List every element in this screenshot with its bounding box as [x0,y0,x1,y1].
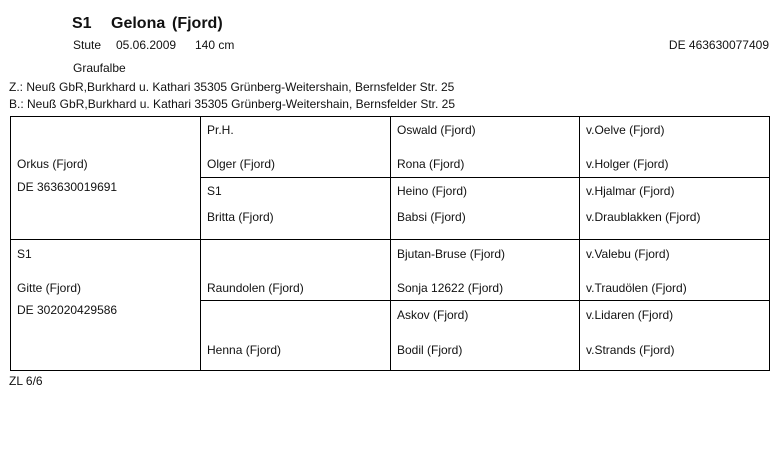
horse-prefix: S1 [72,15,92,32]
ds-name: Raundolen (Fjord) [207,281,304,295]
sss-name: Oswald (Fjord) [397,123,476,137]
dam-name: Gitte (Fjord) [17,281,82,295]
dsd-name: Sonja 12622 (Fjord) [397,281,504,295]
sdds-name: v.Draublakken (Fjord) [586,210,701,224]
horse-color: Graufalbe [73,61,126,75]
pedigree-gen4-cell [580,117,770,178]
ddss-name: v.Lidaren (Fjord) [586,308,674,322]
footer-note: ZL 6/6 [9,374,43,388]
sire-name: Orkus (Fjord) [17,157,88,171]
pedigree-gen3-cell [391,117,580,178]
sire-id: DE 363630019691 [17,180,118,194]
pedigree-sire-cell [11,117,201,240]
ssss-name: v.Oelve (Fjord) [586,123,665,137]
dsds-name: v.Traudölen (Fjord) [586,281,687,295]
sdss-name: v.Hjalmar (Fjord) [586,184,675,198]
ssds-name: v.Holger (Fjord) [586,157,669,171]
horse-sex: Stute [73,38,102,52]
ss-name: Olger (Fjord) [207,157,276,171]
pedigree-gen3-cell [391,301,580,371]
ddds-name: v.Strands (Fjord) [586,343,675,357]
dam-prefix: S1 [17,247,32,261]
sd-name: Britta (Fjord) [207,210,274,224]
dd-name: Henna (Fjord) [207,343,282,357]
dss-name: Bjutan-Bruse (Fjord) [397,247,506,261]
dds-name: Askov (Fjord) [397,308,469,322]
horse-name: Gelona [111,15,166,32]
dsss-name: v.Valebu (Fjord) [586,247,670,261]
pedigree-gen4-cell [580,240,770,301]
sds-name: Heino (Fjord) [397,184,468,198]
sd-prefix: S1 [207,184,222,198]
pedigree-table [10,116,770,371]
pedigree-dd-cell [201,301,391,371]
owner-line: B.: Neuß GbR,Burkhard u. Kathari 35305 Grünberg-Weitershain, Bernsfelder Str. 25 [9,97,456,111]
pedigree-ss-cell [201,117,391,178]
pedigree-ds-cell [201,240,391,301]
ddd-name: Bodil (Fjord) [397,343,463,357]
ss-prefix: Pr.H. [207,123,234,137]
pedigree-gen3-cell [391,240,580,301]
pedigree-gen4-cell [580,301,770,371]
horse-ueln: DE 463630077409 [668,38,769,52]
horse-breed: (Fjord) [172,15,223,32]
pedigree-dam-cell [11,240,201,371]
horse-height: 140 cm [195,38,235,52]
horse-birth-date: 05.06.2009 [116,38,177,52]
pedigree-sd-cell [201,178,391,240]
ssd-name: Rona (Fjord) [397,157,465,171]
pedigree-gen4-cell [580,178,770,240]
breeder-line: Z.: Neuß GbR,Burkhard u. Kathari 35305 Grünberg-Weitershain, Bernsfelder Str. 25 [9,80,455,94]
sdd-name: Babsi (Fjord) [397,210,466,224]
dam-id: DE 302020429586 [17,303,118,317]
pedigree-gen3-cell [391,178,580,240]
